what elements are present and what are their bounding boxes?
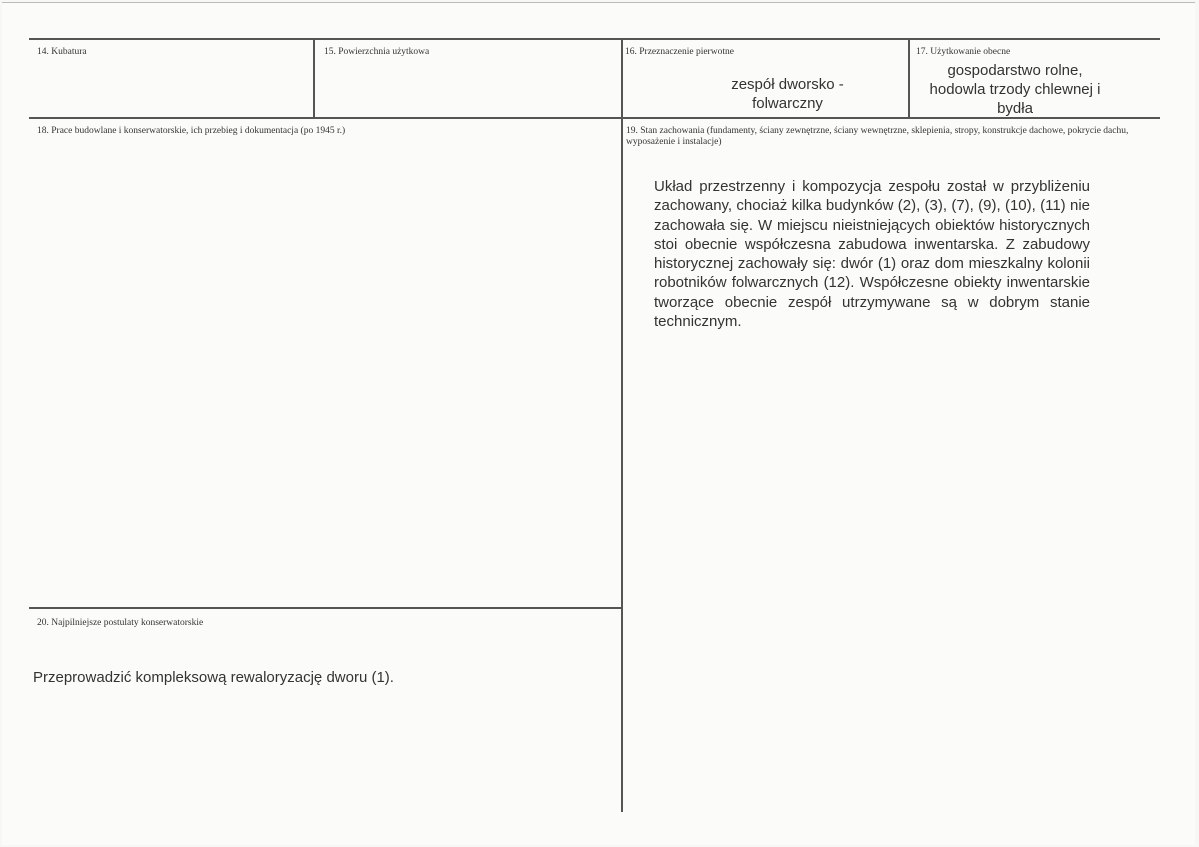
field-20-value: Przeprowadzić kompleksową rewaloryzację dworu (1).: [33, 669, 394, 686]
field-16-label: 16. Przeznaczenie pierwotne: [625, 47, 734, 57]
rule-v16: [621, 38, 623, 812]
field-19-label: 19. Stan zachowania (fundamenty, ściany zewnętrzne, ściany wewnętrzne, sklepienia, stropy, konstrukcje dachowe, pokrycie dachu, wyposażenie i instalacje): [626, 126, 1129, 147]
rule-section20-top: [29, 607, 623, 609]
rule-v15: [313, 38, 315, 119]
rule-v17: [908, 38, 910, 119]
field-17-label: 17. Użytkowanie obecne: [916, 47, 1011, 57]
field-14-label: 14. Kubatura: [37, 47, 87, 57]
field-20-label: 20. Najpilniejsze postulaty konserwatorskie: [37, 618, 204, 628]
field-15-label: 15. Powierzchnia użytkowa: [324, 47, 430, 57]
field-16-value: zespół dworsko - folwarczny: [731, 76, 844, 112]
rule-top: [29, 38, 1160, 40]
field-17-value: gospodarstwo rolne, hodowla trzody chlewnej i bydła: [929, 62, 1101, 117]
field-19-value: Układ przestrzenny i kompozycja zespołu został w przybliżeniu zachowany, chociaż kilka budynków (2), (3), (7), (9), (10), (11) nie zachowała się. W miejscu nieistniejących obiektów historycznych stoi obecnie współczesna zabudowa inwentarska. Z zabudowy historycznej zachowały się: dwór (1) oraz dom mieszkalny kolonii robotników folwarcznych (12). Współczesne obiekty inwentarskie tworzące obecnie zespół utrzymywane są w dobrym stanie technicznym.: [654, 178, 1090, 331]
field-18-label: 18. Prace budowlane i konserwatorskie, ich przebieg i dokumentacja (po 1945 r.): [37, 126, 346, 136]
